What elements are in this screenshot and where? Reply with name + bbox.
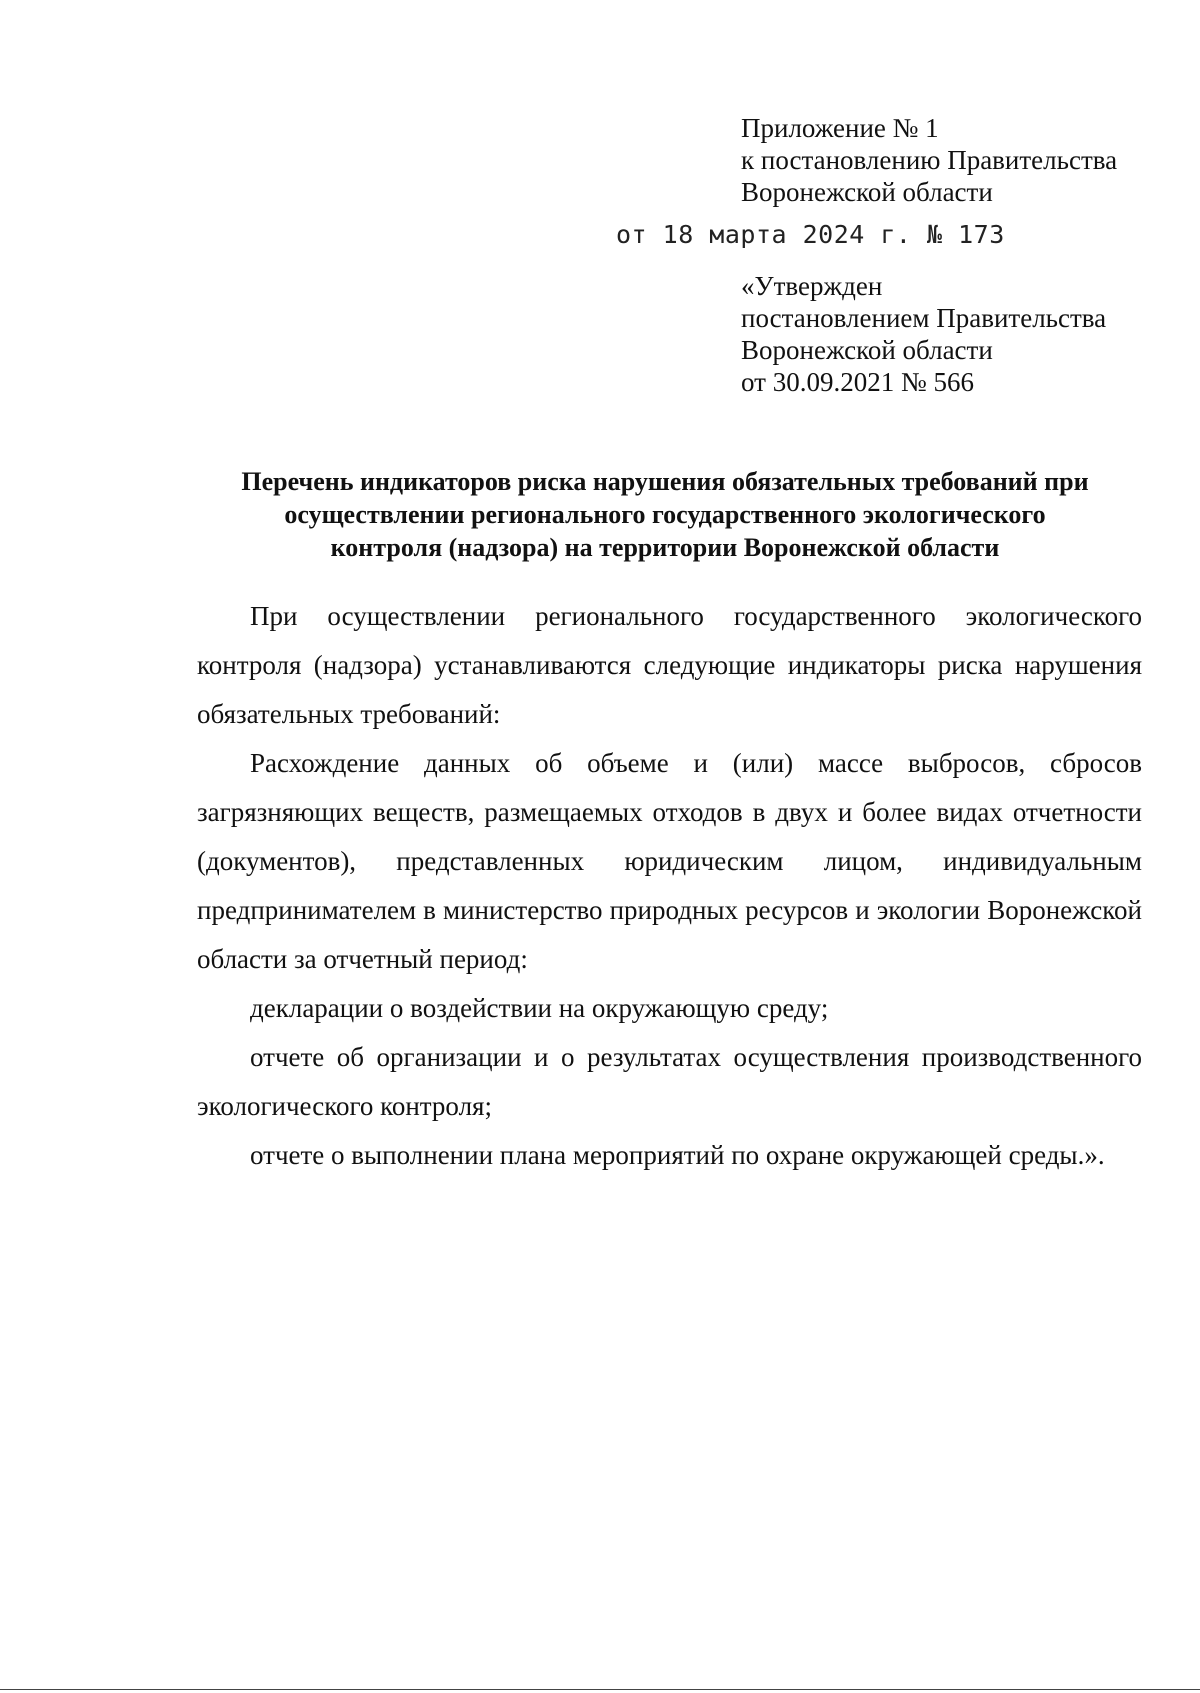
approved-line: «Утвержден bbox=[741, 271, 883, 301]
list-item-environmental-plan-report: отчете о выполнении плана мероприятий по охране окружающей среды.». bbox=[250, 1140, 1105, 1170]
paragraph-discrepancy: Расхождение данных об объеме и (или) массе выбросов, сбросов загрязняющих веществ, размещаемых отходов в двух и более видах отчетности (документов), представленных юридическим лицом, индивидуальным предпринимателем в министерство природных ресурсов и экологии Воронежской области за отчетный период: bbox=[197, 748, 1142, 974]
approved-line: постановлением Правительства bbox=[741, 303, 1107, 333]
page-bottom-rule bbox=[0, 1689, 1200, 1690]
appendix-line: Приложение № 1 bbox=[741, 113, 939, 143]
paragraph-intro: При осуществлении регионального государственного экологического контроля (надзора) устанавливаются следующие индикаторы риска нарушения обязательных требований: bbox=[197, 601, 1142, 729]
approved-line: Воронежской области bbox=[741, 335, 993, 365]
approved-line: от 30.09.2021 № 566 bbox=[741, 367, 974, 397]
document-body bbox=[197, 592, 1142, 1180]
document-title bbox=[190, 465, 1140, 564]
title-line: осуществлении регионального государственного экологического bbox=[284, 500, 1046, 529]
list-item-production-control-report: отчете об организации и о результатах осуществления производственного экологического контроля; bbox=[197, 1042, 1142, 1121]
appendix-line: к постановлению Правительства bbox=[741, 145, 1118, 175]
title-line: Перечень индикаторов риска нарушения обязательных требований при bbox=[241, 467, 1089, 496]
resolution-date-stamp: от 18 марта 2024 г. № 173 bbox=[616, 220, 1005, 249]
appendix-reference bbox=[741, 112, 1117, 208]
list-item-declaration: декларации о воздействии на окружающую среду; bbox=[250, 993, 829, 1023]
title-line: контроля (надзора) на территории Воронежской области bbox=[330, 533, 1000, 562]
approved-reference bbox=[741, 270, 1106, 398]
appendix-line: Воронежской области bbox=[741, 177, 993, 207]
